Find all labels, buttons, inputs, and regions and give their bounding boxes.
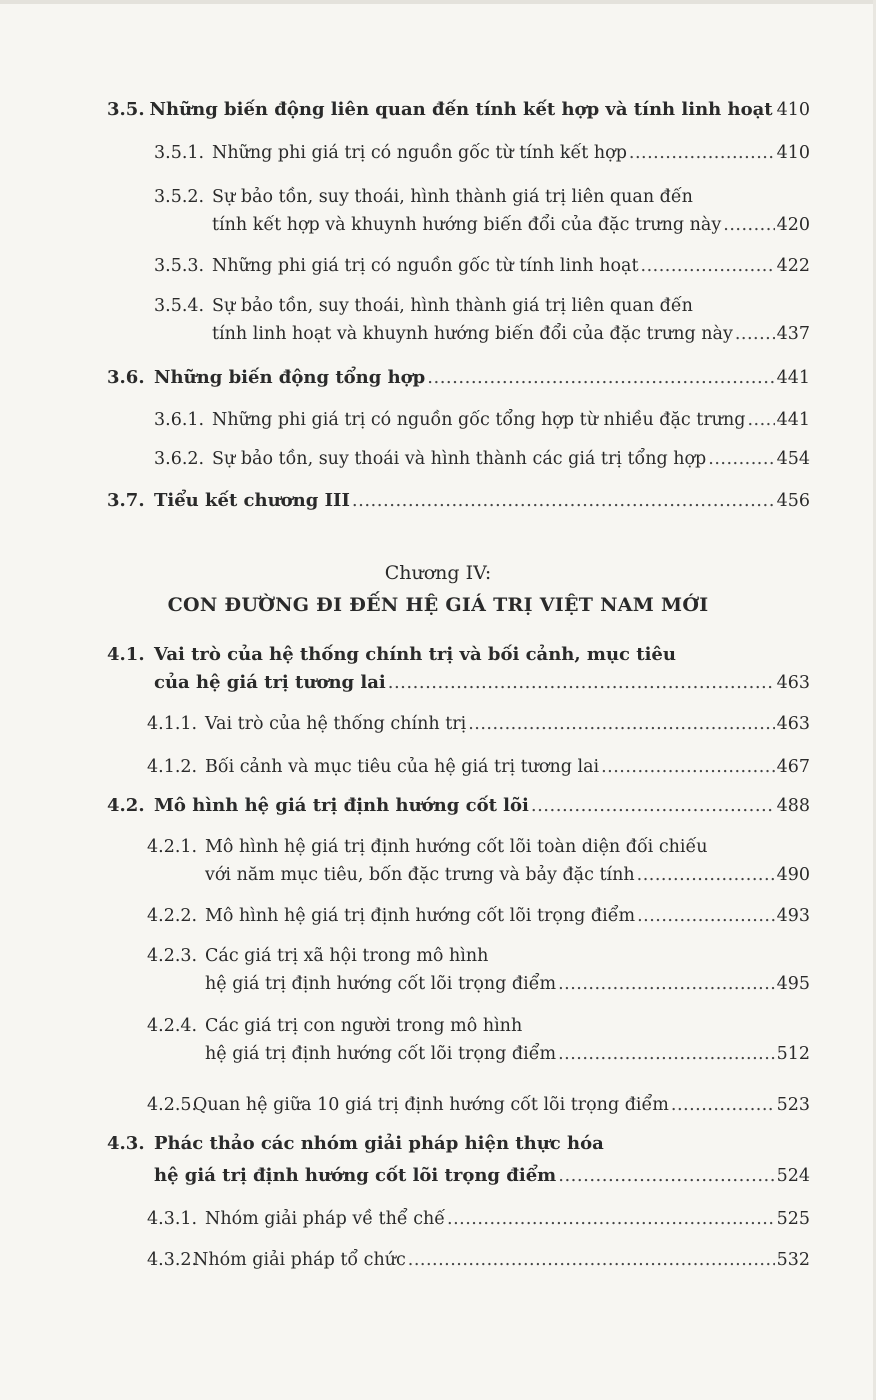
entry-title: Mô hình hệ giá trị định hướng cốt lõi trọng điểm — [205, 906, 636, 926]
page-number: 410 — [776, 143, 810, 163]
entry-title-cont: với năm mục tiêu, bốn đặc trưng và bảy đặc tính — [205, 865, 635, 885]
entry-title: Sự bảo tồn, suy thoái, hình thành giá trị liên quan đến — [212, 296, 693, 316]
page-number: 467 — [776, 757, 810, 777]
entry-title: Những phi giá trị có nguồn gốc từ tính linh hoạt — [212, 256, 639, 276]
toc-entry-3-5-3 — [154, 256, 810, 284]
entry-title: Những biến động liên quan đến tính kết hợp và tính linh hoạt — [149, 99, 773, 120]
dot-leader — [723, 215, 774, 235]
entry-number: 4.3.2. — [147, 1250, 198, 1270]
dot-leader — [427, 367, 774, 388]
entry-number: 4.1.1. — [147, 714, 198, 734]
entry-title: Tiểu kết chương III — [154, 490, 350, 511]
entry-title-cont: tính linh hoạt và khuynh hướng biến đổi của đặc trưng này — [212, 324, 733, 344]
toc-entry-3-5-4 — [154, 296, 810, 352]
entry-title-cont: tính kết hợp và khuynh hướng biến đổi của đặc trưng này — [212, 215, 722, 235]
page-number: 463 — [776, 714, 810, 734]
entry-number: 4.3.1. — [147, 1209, 198, 1229]
entry-title: Vai trò của hệ thống chính trị — [205, 714, 467, 734]
chapter-title: CON ĐƯỜNG ĐI ĐẾN HỆ GIÁ TRỊ VIỆT NAM MỚI — [167, 594, 709, 616]
entry-number: 4.1.2. — [147, 757, 198, 777]
entry-number: 4.2.4. — [147, 1016, 198, 1036]
page-number: 437 — [776, 324, 810, 344]
entry-title: Quan hệ giữa 10 giá trị định hướng cốt lõi trọng điểm — [193, 1095, 669, 1115]
page-number: 490 — [776, 865, 810, 885]
dot-leader — [558, 1165, 774, 1186]
dot-leader — [531, 795, 775, 816]
dot-leader — [558, 1044, 775, 1064]
entry-title-cont: hệ giá trị định hướng cốt lõi trọng điểm — [205, 1044, 557, 1064]
toc-entry-4-3 — [107, 1133, 810, 1193]
dot-leader — [468, 714, 774, 734]
page-number: 495 — [776, 974, 810, 994]
page-number: 523 — [776, 1095, 810, 1115]
page-number: 441 — [776, 410, 810, 430]
toc-entry-4-2 — [107, 795, 810, 823]
toc-entry-4-3-1 — [147, 1209, 810, 1237]
toc-entry-3-5-1 — [154, 143, 810, 171]
page-number: 410 — [776, 100, 810, 120]
entry-title: Các giá trị xã hội trong mô hình — [205, 946, 489, 966]
dot-leader — [641, 256, 775, 276]
page-number: 525 — [776, 1209, 810, 1229]
entry-title: Nhóm giải pháp về thể chế — [205, 1209, 446, 1229]
entry-title: Phác thảo các nhóm giải pháp hiện thực hóa — [154, 1133, 604, 1154]
entry-number: 3.6.2. — [154, 449, 205, 469]
toc-entry-4-2-2 — [147, 906, 810, 934]
entry-title: Sự bảo tồn, suy thoái, hình thành giá trị liên quan đến — [212, 187, 693, 207]
toc-entry-4-1-1 — [147, 714, 810, 742]
toc-entry-4-2-4 — [147, 1016, 810, 1072]
entry-number: 3.5.2. — [154, 187, 205, 207]
toc-entry-3-5-2 — [154, 187, 810, 243]
page-number: 512 — [776, 1044, 810, 1064]
page-number: 456 — [776, 491, 810, 511]
entry-title: Nhóm giải pháp tổ chức — [193, 1250, 406, 1270]
page-number: 420 — [776, 215, 810, 235]
dot-leader — [558, 974, 775, 994]
dot-leader — [671, 1095, 775, 1115]
entry-number: 4.3. — [107, 1133, 145, 1154]
dot-leader — [747, 410, 774, 430]
entry-title: Sự bảo tồn, suy thoái và hình thành các giá trị tổng hợp — [212, 449, 707, 469]
entry-title-cont: của hệ giá trị tương lai — [154, 672, 386, 693]
entry-number: 3.6. — [107, 367, 145, 388]
entry-title: Vai trò của hệ thống chính trị và bối cảnh, mục tiêu — [154, 644, 676, 665]
page-number: 422 — [776, 256, 810, 276]
entry-number: 4.2. — [107, 795, 145, 816]
dot-leader — [447, 1209, 775, 1229]
dot-leader — [735, 324, 775, 344]
entry-title: Những phi giá trị có nguồn gốc từ tính kết hợp — [212, 143, 627, 163]
toc-entry-4-2-3 — [147, 946, 810, 1002]
entry-number: 3.6.1. — [154, 410, 205, 430]
entry-number: 4.2.3. — [147, 946, 198, 966]
entry-title-cont: hệ giá trị định hướng cốt lõi trọng điểm — [154, 1165, 557, 1186]
page-number: 524 — [776, 1166, 810, 1186]
dot-leader — [637, 865, 775, 885]
toc-entry-3-7 — [107, 490, 810, 518]
dot-leader — [629, 143, 775, 163]
dot-leader — [637, 906, 775, 926]
page-number: 441 — [776, 368, 810, 388]
entry-number: 4.2.1. — [147, 837, 198, 857]
toc-entry-3-6-2 — [154, 449, 810, 477]
page-edge — [0, 0, 876, 4]
entry-number: 3.5.3. — [154, 256, 205, 276]
entry-number: 3.7. — [107, 490, 145, 511]
page-number: 532 — [776, 1250, 810, 1270]
entry-title: Những phi giá trị có nguồn gốc tổng hợp từ nhiều đặc trưng — [212, 410, 746, 430]
page-number: 463 — [776, 673, 810, 693]
entry-number: 4.2.5. — [147, 1095, 198, 1115]
dot-leader — [601, 757, 774, 777]
entry-number: 3.5.4. — [154, 296, 205, 316]
entry-title: Mô hình hệ giá trị định hướng cốt lõi — [154, 795, 529, 816]
entry-number: 4.1. — [107, 644, 145, 665]
toc-entry-4-2-5 — [147, 1095, 810, 1123]
toc-entry-3-6 — [107, 367, 810, 395]
toc-entry-4-1 — [107, 644, 810, 700]
toc-entry-3-5 — [107, 99, 810, 127]
toc-entry-4-1-2 — [147, 757, 810, 785]
toc-entry-4-3-2 — [147, 1250, 810, 1278]
entry-number: 3.5. — [107, 99, 145, 120]
entry-number: 3.5.1. — [154, 143, 205, 163]
entry-title-cont: hệ giá trị định hướng cốt lõi trọng điểm — [205, 974, 557, 994]
entry-title: Những biến động tổng hợp — [154, 367, 426, 388]
toc-entry-4-2-1 — [147, 837, 810, 893]
page-number: 488 — [776, 796, 810, 816]
entry-title: Mô hình hệ giá trị định hướng cốt lõi toàn diện đối chiếu — [205, 837, 708, 857]
chapter-label: Chương IV: — [384, 562, 492, 584]
page-number: 454 — [776, 449, 810, 469]
dot-leader — [388, 672, 775, 693]
dot-leader — [352, 490, 775, 511]
entry-title: Các giá trị con người trong mô hình — [205, 1016, 523, 1036]
dot-leader — [408, 1250, 775, 1270]
toc-entry-3-6-1 — [154, 410, 810, 438]
page-number: 493 — [776, 906, 810, 926]
dot-leader — [708, 449, 774, 469]
entry-title: Bối cảnh và mục tiêu của hệ giá trị tương lai — [205, 757, 600, 777]
entry-number: 4.2.2. — [147, 906, 198, 926]
